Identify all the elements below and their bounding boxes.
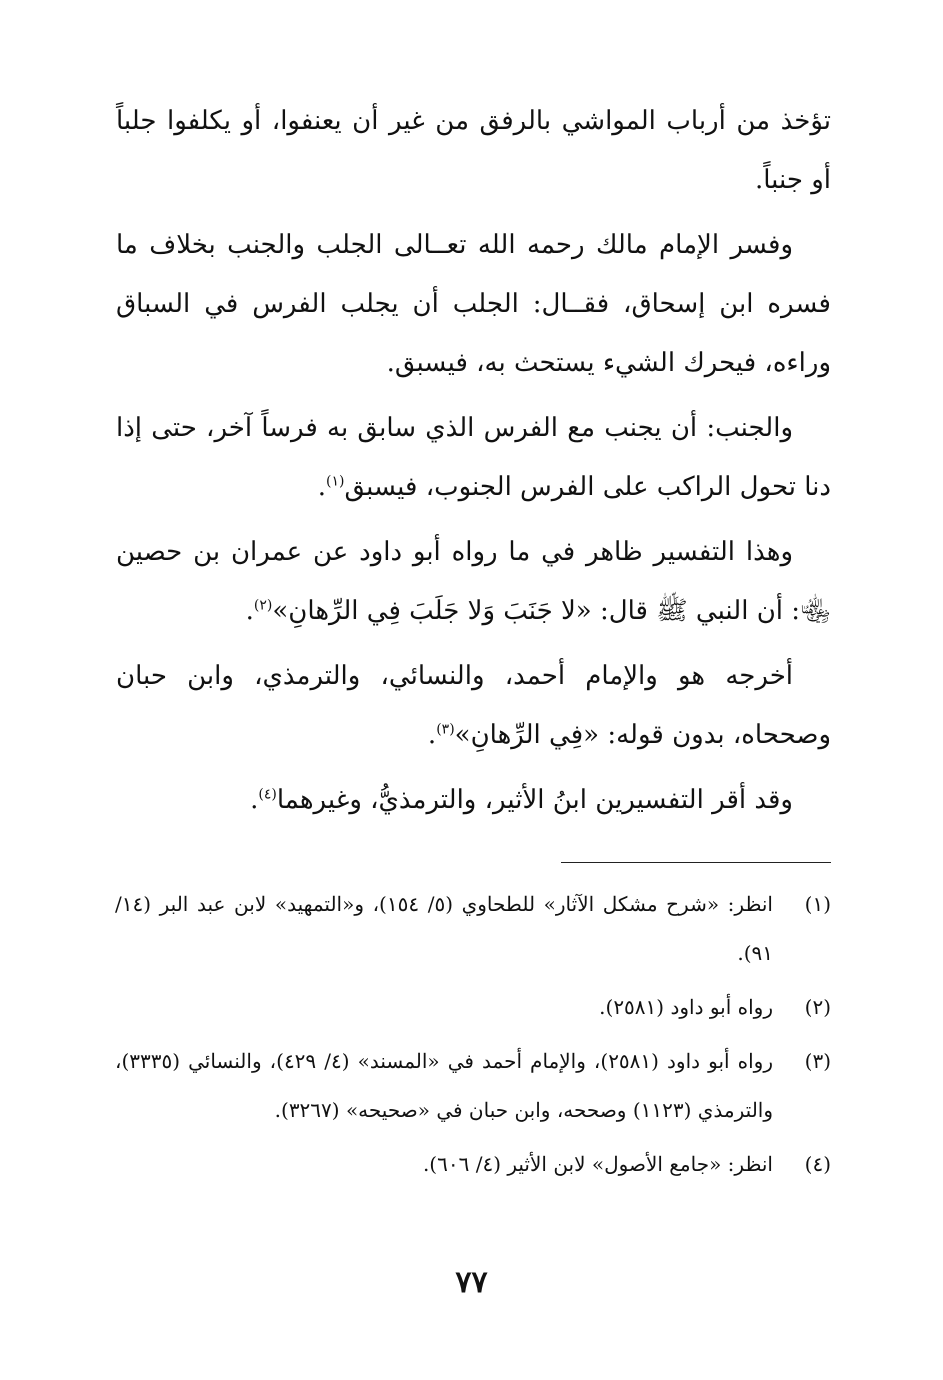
paragraph-6-text: وقد أقر التفسيرين ابنُ الأثير، والترمذيُّ، وغيرهما	[276, 785, 793, 815]
footnote-number: (٣)	[804, 1049, 831, 1073]
footnote-text: رواه أبو داود (٢٥٨١)، والإمام أحمد في «المسند» (٤/ ٤٢٩)، والنسائي (٣٣٣٥)، والترمذي (١١٢٣) وصححه، وابن حبان في «صحيحه» (٣٢٦٧).	[115, 1049, 773, 1122]
paragraph-3-end: .	[317, 472, 326, 502]
footnote-ref-1: (١)	[325, 473, 345, 490]
footnote-ref-4: (٤)	[258, 786, 277, 803]
footnote-3	[115, 1037, 831, 1135]
footnote-4	[115, 1140, 831, 1189]
paragraph-3	[116, 399, 831, 517]
footnote-number: (٢)	[804, 995, 831, 1019]
paragraph-4	[116, 523, 831, 641]
paragraph-2	[116, 216, 831, 393]
footnote-ref-3: (٣)	[436, 721, 455, 738]
footnote-2	[115, 983, 831, 1032]
paragraph-5	[116, 647, 831, 765]
main-text	[116, 92, 831, 836]
footnote-ref-2: (٢)	[253, 597, 273, 614]
footnote-separator	[561, 862, 831, 863]
paragraph-2-text: وفسر الإمام مالك رحمه الله تعــالى الجلب والجنب بخلاف ما فسره ابن إسحاق، فقــال: الجلب أن يجلب الفرس في السباق وراءه، فيحرك الشيء يستحث به، فيسبق.	[116, 230, 831, 378]
paragraph-1-text: تؤخذ من أرباب المواشي بالرفق من غير أن يعنفوا، أو يكلفوا جلباً أو جنباً.	[116, 106, 831, 195]
footnote-1	[115, 880, 831, 978]
page-number: ٧٧	[455, 1265, 488, 1300]
paragraph-6	[116, 771, 831, 830]
footnotes	[115, 880, 831, 1194]
footnote-text: انظر: «جامع الأصول» لابن الأثير (٤/ ٦٠٦).	[422, 1152, 773, 1176]
paragraph-4-text: وهذا التفسير ظاهر في ما رواه أبو داود عن عمران بن حصين ﵄: أن النبي ﷺ قال: «لا جَنَبَ وَلا جَلَبَ فِي الرِّهانِ»	[116, 537, 831, 626]
paragraph-5-end: .	[427, 720, 437, 750]
footnote-number: (١)	[804, 892, 831, 916]
paragraph-5-text: أخرجه هو والإمام أحمد، والنسائي، والترمذي، وابن حبان وصححاه، بدون قوله: «فِي الرِّهانِ»	[116, 661, 831, 750]
footnote-text: انظر: «شرح مشكل الآثار» للطحاوي (٥/ ١٥٤)، و«التمهيد» لابن عبد البر (١٤/ ٩١).	[115, 892, 773, 965]
paragraph-4-end: .	[245, 596, 254, 626]
paragraph-6-end: .	[250, 785, 259, 815]
footnote-number: (٤)	[804, 1152, 831, 1176]
paragraph-3-text: والجنب: أن يجنب مع الفرس الذي سابق به فرساً آخر، حتى إذا دنا تحول الراكب على الفرس الجنوب، فيسبق	[116, 413, 831, 502]
footnote-text: رواه أبو داود (٢٥٨١).	[599, 995, 773, 1019]
paragraph-1	[116, 92, 831, 210]
